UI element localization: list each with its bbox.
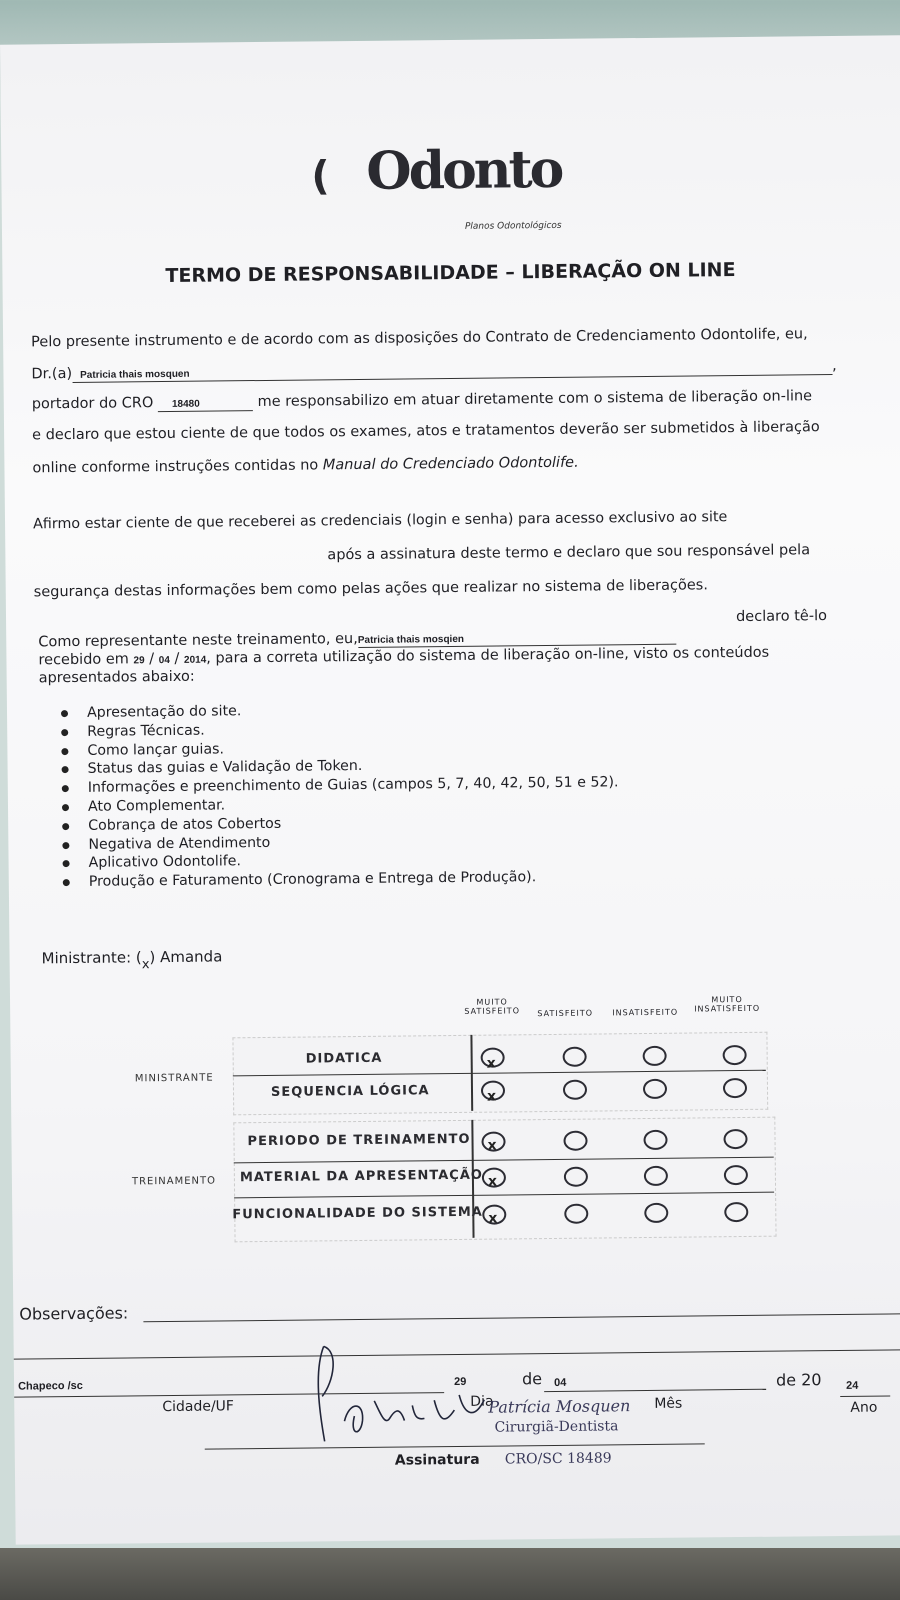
signature-icon — [294, 1340, 495, 1452]
year-line — [840, 1395, 890, 1397]
month-line — [544, 1389, 766, 1392]
dr-label: Dr.(a) — [31, 365, 73, 383]
topic-item: Como lançar guias. — [57, 736, 618, 761]
rating-option-circle[interactable] — [643, 1079, 667, 1099]
para3-rest: , para a correta utilização do sistema de liberação on-line, visto os conteúdos — [206, 644, 770, 667]
date-day: 29 — [133, 655, 145, 667]
para2-line1: Afirmo estar ciente de que receberei as credenciais (login e senha) para acesso exclusivo ao site — [32, 509, 728, 533]
header-insatisfeito: INSATISFEITO — [612, 1007, 679, 1018]
topic-item: Regras Técnicas. — [57, 717, 618, 742]
rating-option-circle[interactable] — [723, 1129, 747, 1149]
ano-label: Ano — [850, 1399, 878, 1416]
para3-line2: recebido em 29 / 04 / 2014, para a correta utilização do sistema de liberação on-line, visto os conteúdos — [38, 644, 770, 669]
header-1a: MUITO — [476, 997, 508, 1007]
rating-option-circle[interactable] — [644, 1203, 668, 1223]
topic-item: Negativa de Atendimento — [58, 830, 619, 855]
topic-item: Aplicativo Odontolife. — [59, 849, 620, 874]
para3-line3: apresentados abaixo: — [38, 668, 195, 687]
rating-option-circle[interactable] — [644, 1166, 668, 1186]
assinatura-label: Assinatura — [394, 1451, 480, 1469]
ministrante-label: Ministrante: ( — [41, 948, 142, 968]
de-2: de 20 — [775, 1370, 822, 1390]
de-1: de — [521, 1369, 543, 1389]
date-year: 2014 — [183, 654, 207, 666]
ministrante-name: ) Amanda — [149, 947, 223, 967]
observacoes-line-1 — [143, 1313, 900, 1322]
date-month-footer: 04 — [554, 1376, 567, 1389]
ministrante-line — [41, 947, 223, 973]
topics-list — [57, 698, 620, 892]
rating-option-circle[interactable] — [563, 1131, 587, 1151]
rating-row-label: MATERIAL DA APRESENTAÇÃO — [239, 1167, 483, 1186]
cro-label: portador do CRO — [31, 395, 154, 413]
para1-line4: e declaro que estou ciente de que todos os exames, atos e tratamentos deverão ser submetidos à liberação — [32, 419, 820, 444]
para3-line1-text: Como representante neste treinamento, eu, — [38, 630, 358, 651]
rating-row-label: PERIODO DE TREINAMENTO — [247, 1131, 471, 1150]
rating-row-label: DIDATICA — [305, 1050, 383, 1067]
rating-option-circle[interactable] — [723, 1078, 747, 1098]
para1-line3 — [32, 388, 812, 413]
manual-name: Manual do Credenciado Odontolife. — [322, 454, 579, 474]
declaro-text: declaro tê-lo — [735, 608, 828, 626]
rating-mark: x — [486, 1055, 496, 1072]
rating-option-circle[interactable] — [563, 1047, 587, 1067]
para2-line2: após a assinatura deste termo e declaro que sou responsável pela — [327, 542, 811, 564]
rating-option-circle[interactable] — [724, 1202, 748, 1222]
topic-item: Informações e preenchimento de Guias (campos 5, 7, 40, 42, 50, 51 e 52). — [58, 773, 619, 798]
cro-rest: me responsabilizo em atuar diretamente com o sistema de liberação on-line — [257, 388, 813, 411]
logo: Odonto — [366, 138, 562, 202]
group-ministrante: MINISTRANTE — [134, 1072, 214, 1085]
stamp-title: Cirurgiã-Dentista — [494, 1418, 619, 1436]
rating-row-label: SEQUENCIA LÓGICA — [270, 1083, 430, 1100]
date-year-footer: 24 — [846, 1379, 859, 1392]
topic-item: Status das guias e Validação de Token. — [58, 755, 619, 780]
logo-mark-icon: ( — [311, 153, 330, 200]
rating-mark: x — [486, 1088, 497, 1105]
topic-item: Cobrança de atos Cobertos — [58, 811, 619, 836]
para2-line3: segurança destas informações bem como pelas ações que realizar no sistema de liberações. — [33, 577, 708, 601]
recebido-label: recebido em — [38, 651, 129, 669]
ministrante-mark: x — [141, 957, 150, 973]
header-muito-insatisfeito — [686, 995, 768, 1014]
header-4b: INSATISFEITO — [694, 1003, 761, 1014]
representative-name-field — [358, 628, 676, 648]
cro-value: 18480 — [171, 398, 200, 410]
stamp-name: Patrícia Mosquen — [488, 1396, 631, 1417]
rating-option-circle[interactable] — [563, 1080, 587, 1100]
para1-line5a: online conforme instruções contidas no — [32, 457, 323, 477]
dr-name-field — [72, 358, 832, 383]
mes-label: Mês — [654, 1395, 683, 1412]
document-page — [0, 35, 900, 1544]
para1-line5 — [32, 455, 578, 477]
rating-row-label: FUNCIONALIDADE DO SISTEMA — [232, 1204, 483, 1223]
representative-name: Patricia thais mosqien — [357, 633, 465, 646]
cro-field — [158, 394, 253, 412]
background-surface — [0, 1548, 900, 1600]
date-month: 04 — [158, 654, 170, 667]
header-muito-satisfeito — [462, 997, 522, 1016]
topic-item: Produção e Faturamento (Cronograma e Entrega de Produção). — [59, 867, 620, 892]
para1-line2: Dr.(a) Patricia thais mosquen, — [31, 357, 837, 383]
dr-name: Patricia thais mosquen — [80, 368, 190, 381]
header-4a: MUITO — [711, 994, 743, 1005]
rating-mark: x — [488, 1210, 498, 1227]
rating-mark: x — [487, 1173, 498, 1190]
header-satisfeito: SATISFEITO — [537, 1008, 594, 1019]
stamp-cro: CRO/SC 18489 — [504, 1450, 612, 1468]
dia-label: Dia — [470, 1393, 494, 1410]
rating-option-circle[interactable] — [724, 1165, 748, 1185]
header-1b: SATISFEITO — [464, 1006, 521, 1016]
city-label: Cidade/UF — [162, 1398, 235, 1416]
rating-mark: x — [487, 1137, 497, 1154]
rating-option-circle[interactable] — [723, 1045, 747, 1065]
logo-tagline: Planos Odontológicos — [464, 220, 562, 232]
group-treinamento: TREINAMENTO — [131, 1175, 217, 1188]
observacoes-label: Observações: — [19, 1303, 129, 1324]
city-value: Chapeco /sc — [18, 1379, 83, 1393]
rating-option-circle[interactable] — [643, 1130, 667, 1150]
date-day-footer: 29 — [453, 1375, 467, 1389]
document-title: TERMO DE RESPONSABILIDADE – LIBERAÇÃO ON LINE — [165, 259, 736, 287]
para1-line1: Pelo presente instrumento e de acordo com as disposições do Contrato de Credenciamento Odontolife, eu, — [31, 326, 808, 351]
topic-item: Apresentação do site. — [57, 698, 618, 723]
topic-item: Ato Complementar. — [58, 792, 619, 817]
rating-option-circle[interactable] — [643, 1046, 667, 1066]
